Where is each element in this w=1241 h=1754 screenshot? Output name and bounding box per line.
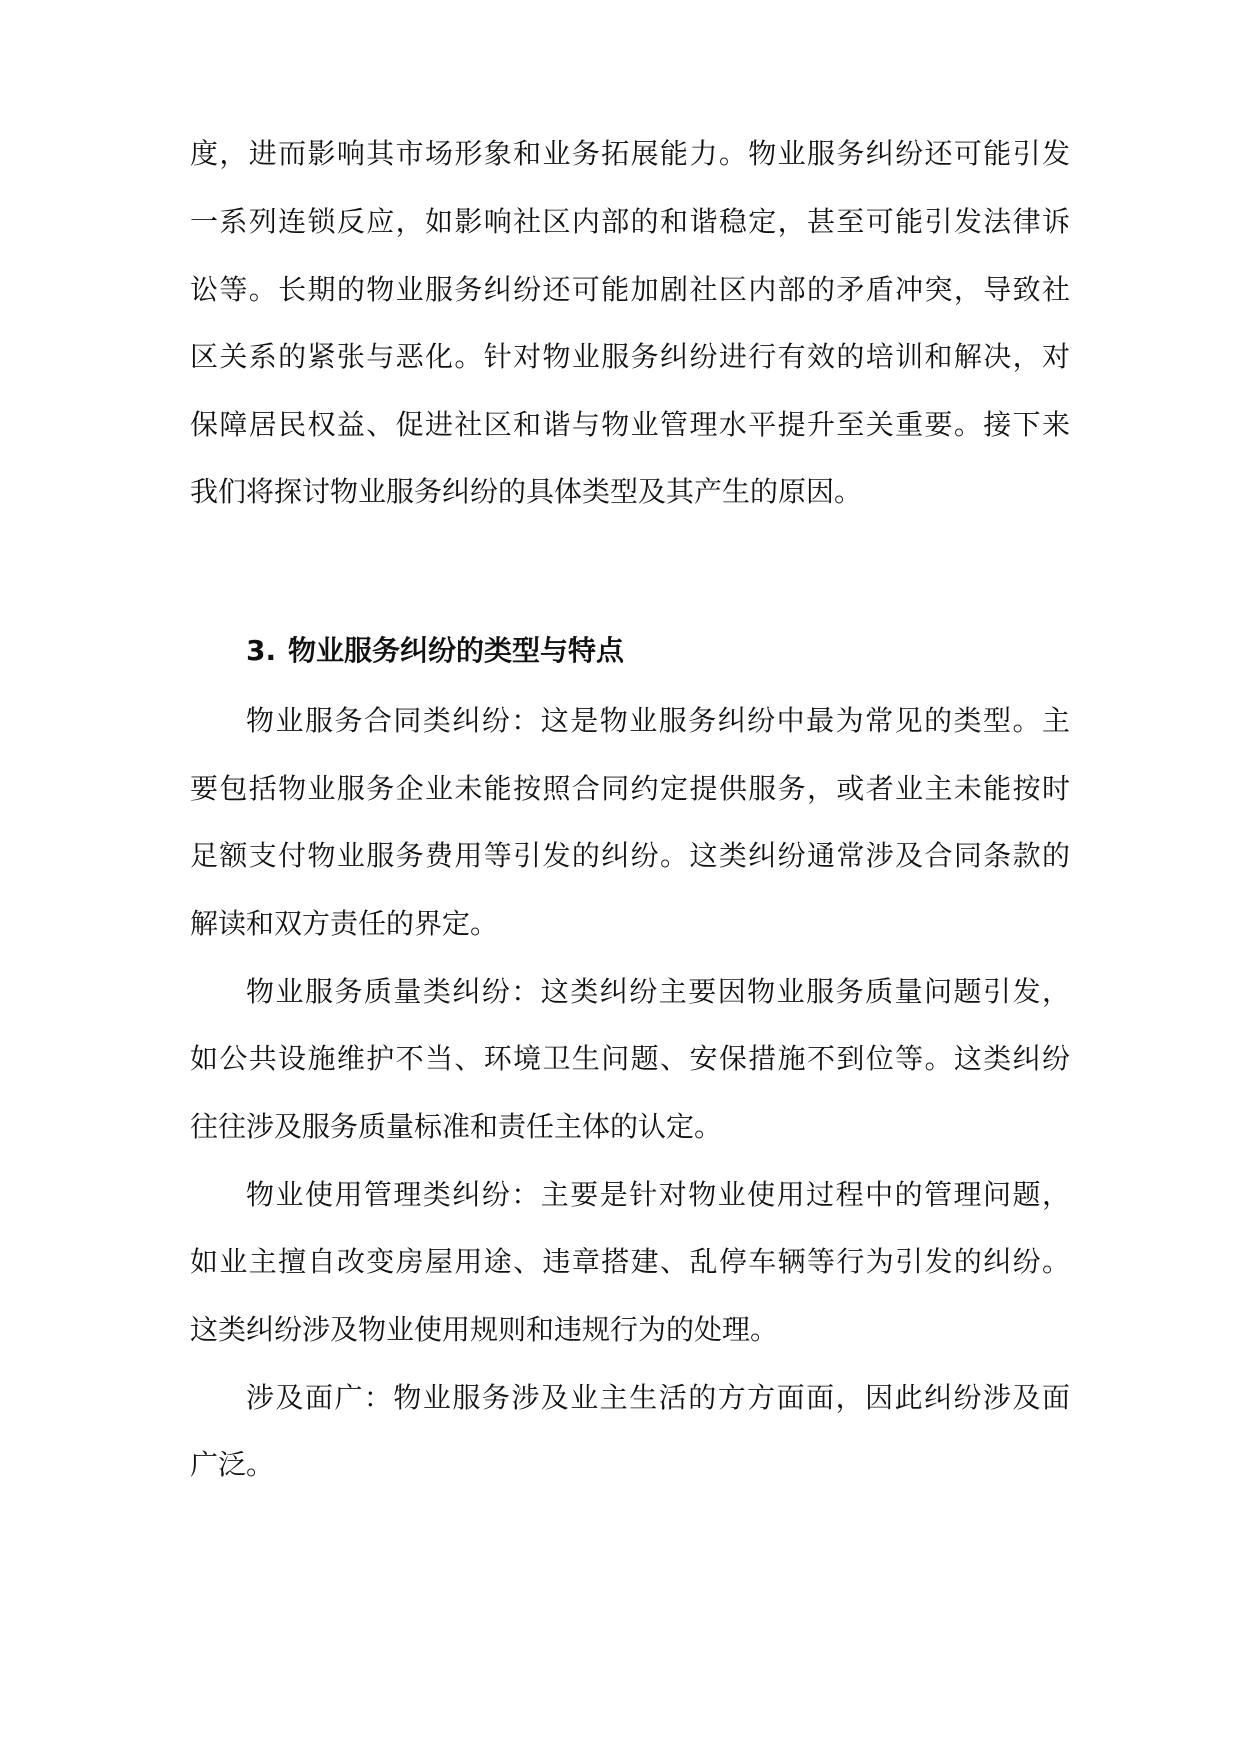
body-text-line: 保障居民权益、促进社区和谐与物业管理水平提升至关重要。接下来	[190, 408, 1070, 441]
body-text-line: 这类纠纷涉及物业使用规则和违规行为的处理。	[190, 1313, 779, 1346]
section-heading	[246, 625, 624, 677]
body-text-line: 度，进而影响其市场形象和业务拓展能力。物业服务纠纷还可能引发	[190, 137, 1070, 170]
body-text-line: 要包括物业服务企业未能按照合同约定提供服务，或者业主未能按时	[190, 772, 1070, 805]
body-text-line: 如公共设施维护不当、环境卫生问题、安保措施不到位等。这类纠纷	[190, 1042, 1070, 1075]
body-text-line: 我们将探讨物业服务纠纷的具体类型及其产生的原因。	[190, 475, 863, 508]
paragraph-first-line: 物业服务合同类纠纷：这是物业服务纠纷中最为常见的类型。主	[246, 704, 1070, 737]
section-number: 3.	[246, 634, 277, 667]
body-text-line: 广泛。	[190, 1448, 275, 1481]
body-text-line: 解读和双方责任的界定。	[190, 907, 499, 940]
body-text-line: 区关系的紧张与恶化。针对物业服务纠纷进行有效的培训和解决，对	[190, 340, 1070, 373]
body-text-line: 如业主擅自改变房屋用途、违章搭建、乱停车辆等行为引发的纠纷。	[190, 1245, 1070, 1278]
paragraph-first-line: 物业使用管理类纠纷：主要是针对物业使用过程中的管理问题，	[246, 1178, 1070, 1211]
body-text-line: 一系列连锁反应，如影响社区内部的和谐稳定，甚至可能引发法律诉	[190, 205, 1070, 238]
body-text-line: 往往涉及服务质量标准和责任主体的认定。	[190, 1110, 723, 1143]
section-title: 物业服务纠纷的类型与特点	[288, 634, 625, 667]
paragraph-first-line: 物业服务质量类纠纷：这类纠纷主要因物业服务质量问题引发，	[246, 975, 1070, 1008]
body-text-line: 讼等。长期的物业服务纠纷还可能加剧社区内部的矛盾冲突，导致社	[190, 273, 1070, 306]
paragraph-first-line: 涉及面广：物业服务涉及业主生活的方方面面，因此纠纷涉及面	[246, 1381, 1070, 1414]
body-text-line: 足额支付物业服务费用等引发的纠纷。这类纠纷通常涉及合同条款的	[190, 839, 1070, 872]
